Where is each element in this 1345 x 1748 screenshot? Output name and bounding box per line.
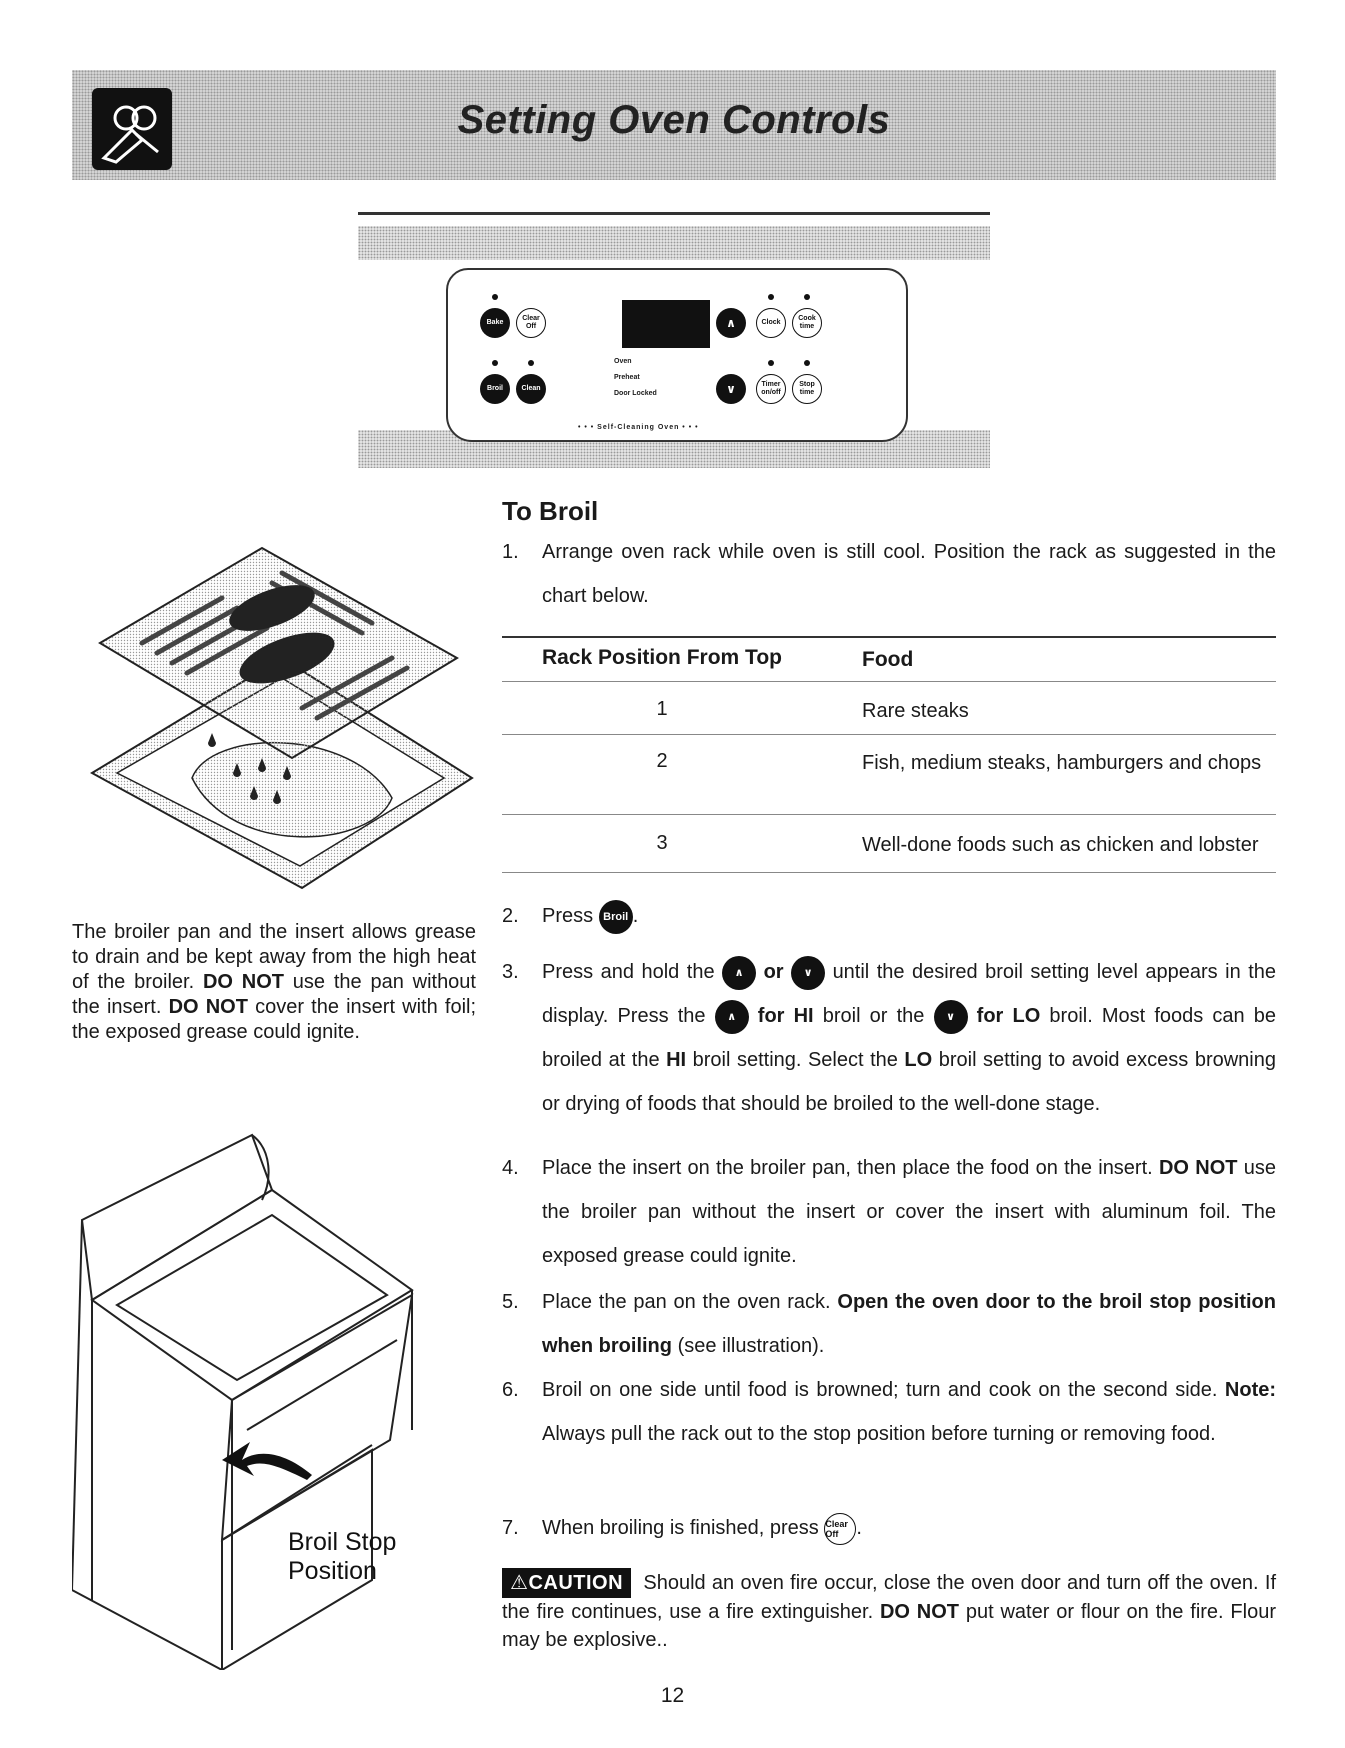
divider bbox=[358, 212, 990, 215]
down-arrow-icon: ∨ bbox=[934, 1000, 968, 1034]
caption-warning: DO NOT bbox=[168, 996, 248, 1018]
table-rule bbox=[502, 734, 1276, 735]
table-cell: Well-done foods such as chicken and lobster bbox=[862, 834, 1259, 856]
broiler-pan-illustration bbox=[72, 528, 482, 908]
indicator-dot bbox=[528, 360, 534, 366]
indicator-door-locked: Door Locked bbox=[614, 390, 657, 397]
up-arrow-icon: ∧ bbox=[722, 956, 756, 990]
up-arrow-icon: ∧ bbox=[715, 1000, 749, 1034]
step-text: Arrange oven rack while oven is still cool. Position the rack as suggested in the chart below. bbox=[542, 541, 1276, 607]
broiler-pan-caption bbox=[72, 920, 476, 1045]
callout-line: Position bbox=[288, 1557, 377, 1585]
step-phrase: LO bbox=[904, 1049, 933, 1071]
caption-text: use the pan without the insert. bbox=[72, 971, 476, 1018]
step-text bbox=[542, 950, 1276, 1126]
indicator-dot bbox=[492, 360, 498, 366]
step-number: 2. bbox=[502, 905, 519, 927]
step-phrase: for bbox=[757, 1005, 785, 1027]
step-phrase: LO bbox=[1012, 1005, 1041, 1027]
indicator-preheat: Preheat bbox=[614, 374, 640, 381]
step-phrase: HI bbox=[666, 1049, 687, 1071]
step-phrase: Always pull the rack out to the stop position before turning or removing food. bbox=[542, 1423, 1216, 1445]
indicator-dot bbox=[804, 294, 810, 300]
section-title: To Broil bbox=[502, 496, 599, 526]
step-phrase: broil setting to avoid excess browning or drying of foods that should be broiled to the well-done stage. bbox=[542, 1049, 1276, 1115]
oven-range-illustration bbox=[72, 1130, 472, 1670]
step-1 bbox=[502, 530, 1276, 618]
up-arrow-button: ∧ bbox=[716, 308, 746, 338]
table-header: Rack Position From Top bbox=[542, 646, 782, 669]
clean-button: Clean bbox=[516, 374, 546, 404]
step-number: 6. bbox=[502, 1379, 519, 1401]
table-cell: 3 bbox=[656, 832, 668, 854]
table-rule bbox=[502, 636, 1276, 638]
broil-stop-callout bbox=[288, 1528, 396, 1586]
step-number: 7. bbox=[502, 1517, 519, 1539]
step-phrase: Place the insert on the broiler pan, then place the food on the insert. bbox=[542, 1157, 1153, 1179]
step-phrase: When broiling is finished, press bbox=[542, 1517, 819, 1539]
indicator-oven: Oven bbox=[614, 358, 632, 365]
step-phrase: use the broiler pan without the insert or cover the insert with aluminum foil. The exposed grease could ignite. bbox=[542, 1157, 1276, 1267]
step-number: 5. bbox=[502, 1291, 519, 1313]
table-cell: 1 bbox=[656, 698, 668, 720]
step-phrase: DO NOT bbox=[1158, 1157, 1238, 1179]
control-panel bbox=[446, 268, 908, 442]
table-cell: 2 bbox=[656, 750, 668, 772]
step-text: Press Broil . bbox=[542, 894, 1276, 938]
step-4 bbox=[502, 1146, 1276, 1278]
table-cell: Fish, medium steaks, hamburgers and chops bbox=[862, 752, 1262, 774]
step-7 bbox=[502, 1506, 1276, 1550]
self-cleaning-label: • • • Self-Cleaning Oven • • • bbox=[578, 424, 699, 431]
step-number: 4. bbox=[502, 1157, 519, 1179]
step-phrase: or bbox=[763, 961, 784, 983]
step-phrase: Press and hold the bbox=[542, 961, 715, 983]
table-rule bbox=[502, 681, 1276, 682]
step-number: 1. bbox=[502, 541, 519, 563]
table-cell: Rare steaks bbox=[862, 700, 969, 722]
step-phrase: (see illustration). bbox=[677, 1335, 825, 1357]
indicator-dot bbox=[804, 360, 810, 366]
step-phrase: broil setting. Select the bbox=[692, 1049, 898, 1071]
step-phrase: HI bbox=[793, 1005, 814, 1027]
step-3 bbox=[502, 950, 1276, 1126]
broil-icon: Broil bbox=[599, 900, 633, 934]
caution-text: put water or flour on the fire. Flour may be explosive.. bbox=[502, 1601, 1276, 1651]
step-phrase: Place the pan on the oven rack. bbox=[542, 1291, 831, 1313]
down-arrow-button: ∨ bbox=[716, 374, 746, 404]
down-arrow-icon: ∨ bbox=[791, 956, 825, 990]
caution-label: CAUTION bbox=[528, 1572, 624, 1594]
clear-off-icon: Clear Off bbox=[824, 1513, 856, 1545]
step-5 bbox=[502, 1280, 1276, 1368]
stop-time-button: Stop time bbox=[792, 374, 822, 404]
page-header bbox=[72, 70, 1276, 180]
page-title: Setting Oven Controls bbox=[457, 98, 891, 142]
caution-text: Should an oven fire occur, close the oven door and turn off the oven. If the fire continues, use a fire extinguisher. bbox=[502, 1572, 1277, 1623]
timer-button: Timer on/off bbox=[756, 374, 786, 404]
page-number: 12 bbox=[660, 1684, 685, 1707]
step-number: 3. bbox=[502, 961, 519, 983]
step-6 bbox=[502, 1368, 1276, 1500]
caption-text: cover the insert with foil; the exposed grease could ignite. bbox=[72, 996, 477, 1043]
step-text: When broiling is finished, press Clear Off . bbox=[542, 1506, 1276, 1550]
step-phrase: until the desired broil setting level appears in the display. Press the bbox=[542, 961, 1277, 1027]
callout-line: Broil Stop bbox=[288, 1528, 397, 1556]
table-rule bbox=[502, 872, 1276, 873]
indicator-dot bbox=[768, 294, 774, 300]
clear-off-button: Clear Off bbox=[516, 308, 546, 338]
caption-text: The broiler pan and the insert allows grease to drain and be kept away from the high heat of the broiler. bbox=[72, 921, 476, 993]
control-panel-illustration bbox=[358, 212, 990, 472]
caution-notice bbox=[502, 1568, 1276, 1654]
step-2 bbox=[502, 894, 1276, 938]
clock-button: Clock bbox=[756, 308, 786, 338]
step-text bbox=[542, 1280, 1276, 1368]
table-rule bbox=[502, 814, 1276, 815]
step-phrase: for bbox=[976, 1005, 1004, 1027]
step-phrase: broil or the bbox=[822, 1005, 925, 1027]
step-text bbox=[542, 1368, 1276, 1456]
oven-display bbox=[622, 300, 710, 348]
caution-warning: DO NOT bbox=[879, 1601, 960, 1623]
table-header: Food bbox=[862, 648, 914, 671]
indicator-dot bbox=[492, 294, 498, 300]
step-phrase: Open the oven door to the broil stop position when broiling bbox=[542, 1291, 1276, 1357]
panel-band-top bbox=[358, 226, 990, 260]
cook-time-button: Cook time bbox=[792, 308, 822, 338]
step-phrase: Press bbox=[542, 905, 594, 927]
step-phrase: broil. Most foods can be broiled at the bbox=[542, 1005, 1277, 1071]
bake-button: Bake bbox=[480, 308, 510, 338]
step-text bbox=[542, 1146, 1276, 1278]
broil-button: Broil bbox=[480, 374, 510, 404]
caution-badge: ⚠CAUTION bbox=[502, 1568, 631, 1598]
caption-warning: DO NOT bbox=[202, 971, 284, 993]
step-phrase: Broil on one side until food is browned; turn and cook on the second side. bbox=[542, 1379, 1218, 1401]
indicator-dot bbox=[768, 360, 774, 366]
step-phrase: Note: bbox=[1224, 1379, 1277, 1401]
